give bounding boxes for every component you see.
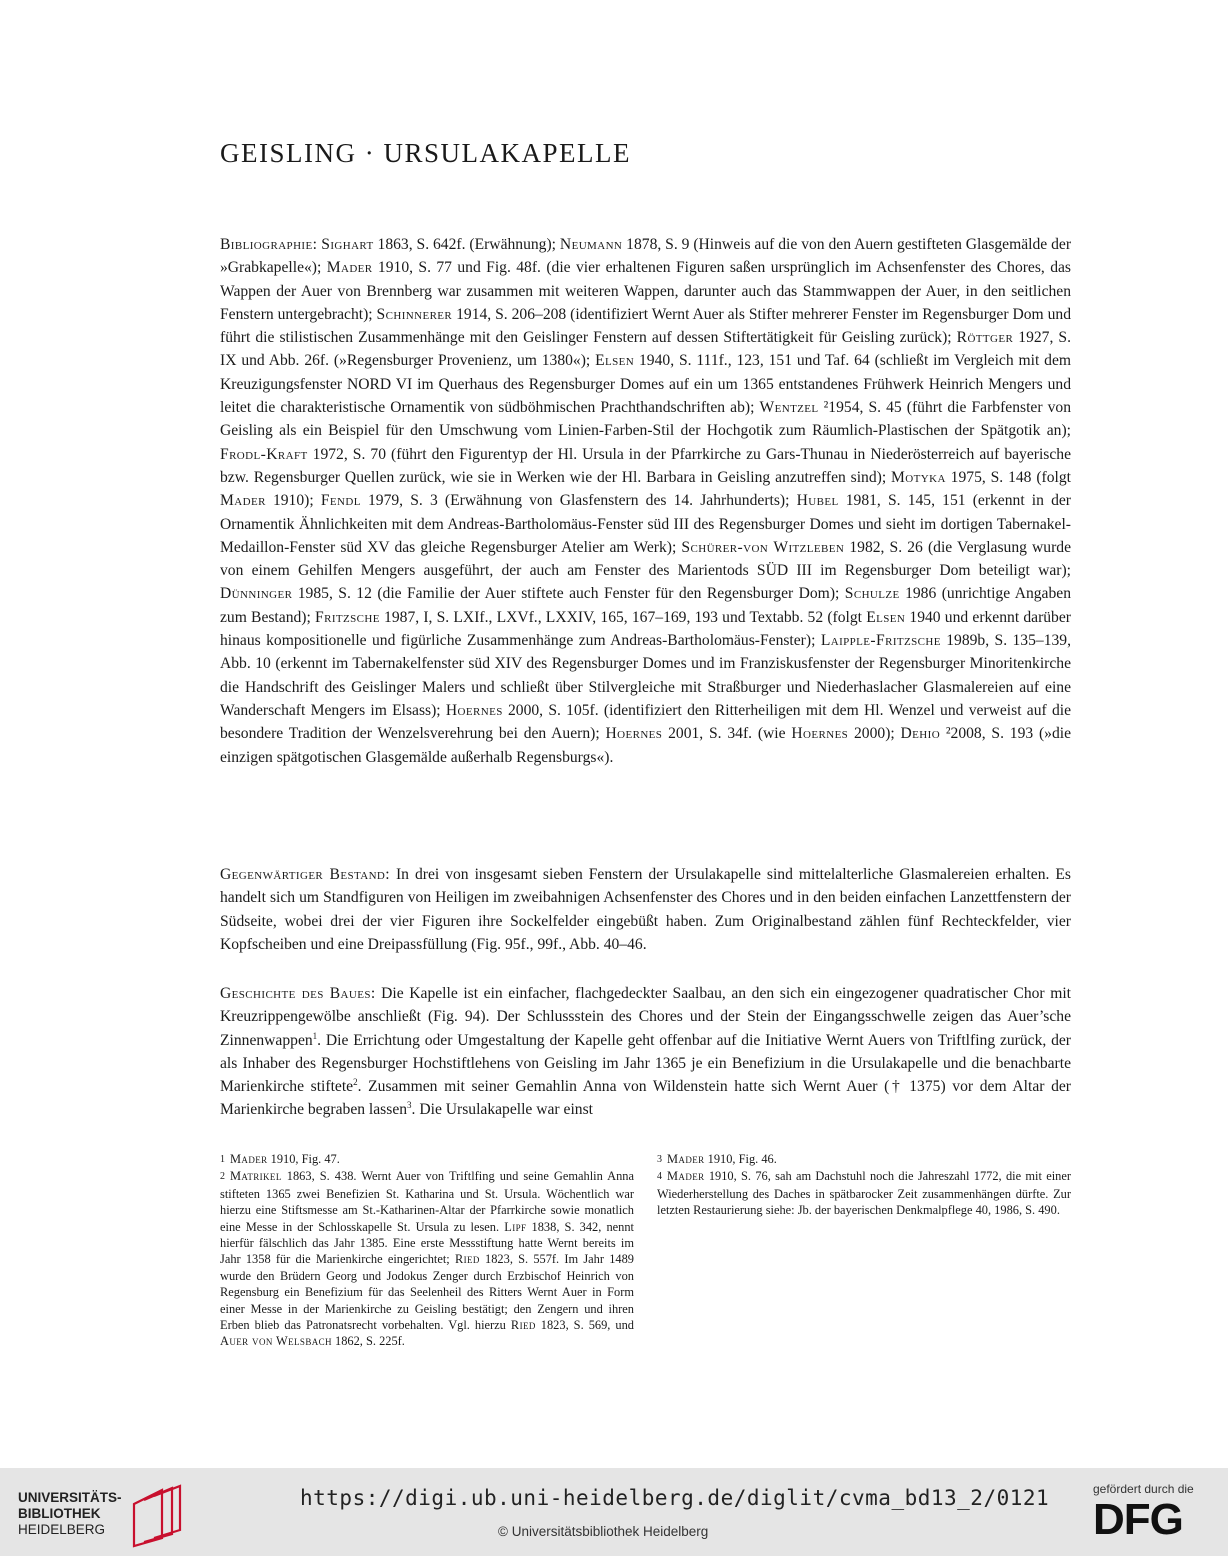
text-run: 1863, S. 438. Wernt Auer von Triftlfing und seine Gemahlin Anna stifteten 1365 zwei Benefizien St. Katharina und St. Ursula. Wöchentlich war hierzu eine Stiftsmesse am St.-Katharinen-Altar der Pfarrkirche sowie monatlich eine Messe in der Schlosskapelle St. Ursula zu lesen. (220, 1169, 634, 1234)
page-title: GEISLING · URSULAKAPELLE (220, 138, 631, 168)
text-run: 1982, S. 26 (die Verglasung wurde von einem Gehilfen Mengers ausgeführt, der auch am Fenster des Marientods SÜD III im Regensburger Dom beteiligt war); (220, 538, 1072, 580)
text-run: 1910, Fig. 47. (267, 1152, 340, 1166)
text-run: ²1954, S. 45 (führt die Farbfenster von Geisling als ein Beispiel für den Umschwung vom Linien-Farben-Stil der Hochgotik zum Räumlich-Plastischen der Spätgotik an); (220, 399, 1071, 440)
footnote-ref[interactable]: 1 (312, 1030, 318, 1041)
author-name: Ried (454, 1252, 480, 1267)
text-run: 1862, S. 225f. (331, 1334, 405, 1349)
author-name: Mader (667, 1169, 705, 1184)
author-name: Schulze (844, 585, 900, 603)
author-name: Laipple-Fritzsche (820, 632, 941, 650)
text-run: 1975, S. 148 (folgt (945, 468, 1071, 486)
author-name: Dünninger (220, 585, 293, 603)
section-heading: Bibliographie: (220, 236, 318, 253)
author-name: Röttger (956, 329, 1014, 347)
author-name: Lipf (504, 1219, 527, 1234)
logo-line: HEIDELBERG (18, 1522, 106, 1537)
text-run: 1910, S. 77 und Fig. 48f. (die vier erhaltenen Figuren saßen ursprünglich im Achsenfenster des Chores, das Wappen der Auer von Brennberg war zusammen mit weiteren Wappen, darunter auch das Stammwappen der Auer, in den seitlichen Fenstern untergebracht); (220, 259, 1071, 323)
text-run: 2001, S. 34f. (wie (662, 725, 792, 743)
footnote-number: 2 (220, 1171, 225, 1183)
bibliography-paragraph (220, 233, 1071, 769)
text-run: 2000, S. 105f. (identifiziert den Ritterheiligen mit dem Hl. Wenzel und verweist auf die besondere Tradition der Wenzelsverehrung bei den Auern); (220, 701, 1071, 743)
text-run: 1940 und erkennt darüber hinaus kompositionelle und figürliche Zusammenhänge zum Andreas-Bartholomäus-Fenster); (220, 608, 1071, 650)
text-run: 1910, S. 76, sah am Dachstuhl noch die Jahreszahl 1772, die mit einer Wiederherstellung des Daches in spätbarocker Zeit zusammenhängen dürfte. Zur letzten Restaurierung siehe: Jb. der bayerischen Denkmalpflege 40, 1986, S. 490. (657, 1169, 1071, 1218)
author-name: Mader (667, 1152, 705, 1166)
author-name: Mader (230, 1152, 268, 1166)
author-name: Hoernes (605, 725, 663, 743)
section-heading: Gegenwärtiger Bestand: (220, 866, 390, 883)
author-name: Mader (220, 492, 266, 510)
section-heading: Geschichte des Baues: (220, 985, 376, 1002)
permalink-url[interactable]: https://digi.ub.uni-heidelberg.de/diglit/cvma_bd13_2/0121 (300, 1486, 1050, 1510)
footnote-number: 1 (220, 1154, 225, 1165)
footnotes (220, 1151, 1071, 1350)
logo-line: BIBLIOTHEK (18, 1506, 101, 1521)
text-run: Die Kapelle ist ein einfacher, flachgedeckter Saalbau, an den sich ein eingezogener quadratischer Chor mit Kreuzrippengewölbe anschließt (Fig. 94). Der Schlussstein des Chores und der Stein der Eingangsschwelle zeigen das Auer’sche Zinnenwappen (220, 985, 1071, 1049)
author-name: Motyka (891, 468, 946, 486)
author-name: Elsen (595, 352, 635, 370)
text-run: 1927, S. IX und Abb. 26f. (»Regensburger Provenienz, um 1380«); (220, 329, 1071, 370)
author-name: Mader (326, 259, 373, 277)
dfg-funding-logo[interactable] (1093, 1482, 1194, 1544)
text-run: 1878, S. 9 (Hinweis auf die von den Auern gestifteten Glasgemälde der »Grabkapelle«); (220, 236, 1072, 277)
author-name: Schürer-von Witzleben (681, 538, 845, 556)
text-run: . Die Errichtung oder Umgestaltung der Kapelle geht offenbar auf die Initiative Wernt Auers von Triftlfing zurück, der als Inhaber des Regensburger Hochstiftlehens von Geisling im Jahr 1365 je ein Benefizium in die Ursulakapelle und die benachbarte Marienkirche stiftete (220, 1031, 1071, 1096)
author-name: Hoernes (445, 701, 503, 719)
text-run: 1910, Fig. 46. (704, 1152, 777, 1166)
logo-line: UNIVERSITÄTS- (18, 1490, 122, 1505)
text-run: 1989b, S. 135–139, Abb. 10 (erkennt im Tabernakelfenster süd XIV des Regensburger Domes und im Franziskusfenster der Regensburger Minoritenkirche die Handschrift des Geislinger Malers und schließt über Stilvergleiche mit Straßburger und Niederhaslacher Glasmalereien auf eine Wanderschaft Mengers im Elsass); (220, 632, 1071, 719)
author-name: Dehio (900, 725, 941, 743)
author-name: Neumann (559, 236, 623, 253)
author-name: Matrikel (230, 1169, 282, 1184)
text-run: 1987, I, S. LXIf., LXVf., LXXIV, 165, 167–169, 193 und Textabb. 52 (folgt (379, 608, 867, 626)
text-run: 1985, S. 12 (die Familie der Auer stiftete auch Fenster für den Regensburger Dom); (292, 585, 845, 603)
text-run: 1863, S. 642f. (Erwähnung); (373, 236, 560, 253)
author-name: Elsen (866, 608, 906, 626)
text-run: 1823, S. 569, und (535, 1318, 634, 1333)
footnote-4 (657, 1168, 1071, 1218)
text-run: ²2008, S. 193 (»die einzigen spätgotischen Glasgemälde außerhalb Regensburgs«). (220, 725, 1072, 766)
text-run: 1940, S. 111f., 123, 151 und Taf. 64 (schließt im Vergleich mit dem Kreuzigungsfenster NORD VI im Querhaus des Regensburger Domes auf ein um 1365 entstandenes Frühwerk Heinrich Mengers und leitet die charakteristische Ornamentik von südböhmischen Prachthandschriften ab); (220, 352, 1072, 417)
text-run: 1914, S. 206–208 (identifiziert Wernt Auer als Stifter mehrerer Fenster im Regensburger Dom und führt die stilistischen Zusammenhänge mit den Geislinger Fenstern auf dessen Stiftertätigkeit für Geisling zurück); (220, 305, 1071, 347)
footnote-number: 4 (657, 1171, 662, 1183)
author-name: Ried (510, 1318, 536, 1333)
text-run: 1979, S. 3 (Erwähnung von Glasfenstern des 14. Jahrhunderts); (360, 492, 797, 510)
author-name: Fritzsche (315, 608, 380, 626)
footnote-number: 3 (657, 1154, 662, 1165)
footnote-1 (220, 1151, 634, 1168)
dfg-logo-text: DFG (1093, 1495, 1183, 1544)
copyright-notice: © Universitätsbibliothek Heidelberg (498, 1524, 709, 1539)
text-run: 1823, S. 557f. Im Jahr 1489 wurde den Brüdern Georg und Jodokus Zenger durch Erzbischof Heinrich von Regensburg ein Benefizium für das Seelenheil des Ritters Wernt Auer in Form einer Messe in der Marienkirche zu Geisling bestätigt; den Zengern und ihren Erben blieb das Patronatsrecht vorbehalten. Vgl. hierzu (220, 1252, 634, 1333)
footnotes-column-right (657, 1151, 1071, 1350)
footnote-2 (220, 1168, 634, 1349)
text-run: 1981, S. 145, 151 (erkennt in der Ornamentik Ähnlichkeiten mit dem Andreas-Bartholomäus-Fenster süd III des Regensburger Domes und sieht im dortigen Tabernakel-Medaillon-Fenster süd XV das gleiche Regensburger Atelier am Werk); (220, 492, 1072, 556)
author-name: Schinnerer (376, 305, 453, 323)
text-run: 1986 (unrichtige Angaben zum Bestand); (220, 585, 1071, 626)
footnote-ref[interactable]: 2 (353, 1077, 358, 1087)
logo-text (18, 1490, 122, 1538)
text-run: 1910); (265, 492, 321, 510)
footnote-3 (657, 1151, 1071, 1168)
author-name: Wentzel (759, 399, 819, 417)
author-name: Frodl-Kraft (220, 445, 308, 463)
text-run: . Zusammen mit seiner Gemahlin Anna von Wildenstein hatte sich Wernt Auer († 1375) vor dem Altar der Marienkirche begraben lassen (220, 1078, 1071, 1119)
text-run: 1838, S. 342, nennt hierfür fälschlich das Jahr 1385. Eine erste Messstiftung hatte Wernt bereits im Jahr 1358 für die Marienkirche eingerichtet; (220, 1219, 634, 1267)
university-library-logo[interactable] (18, 1488, 178, 1542)
footnote-ref[interactable]: 3 (407, 1100, 412, 1111)
text-run: In drei von insgesamt sieben Fenstern der Ursulakapelle sind mittelalterliche Glasmalereien erhalten. Es handelt sich um Standfiguren von Heiligen im zweibahnigen Achsenfenster des Chores und in den beiden einfachen Lanzettfenstern der Südseite, wobei drei der vier Figuren ihre Sockelfelder eingebüßt haben. Zum Originalbestand zählen fünf Rechteckfelder, vier Kopfscheiben und eine Dreipassfüllung (Fig. 95f., 99f., Abb. 40–46. (220, 866, 1071, 953)
text-run: 2000); (848, 725, 901, 743)
author-name: Fendl (320, 492, 361, 510)
footnotes-column-left (220, 1151, 634, 1350)
text-run: . Die Ursulakapelle war einst (411, 1101, 593, 1119)
author-name: Sighart (321, 236, 374, 253)
text-run: 1972, S. 70 (führt den Figurentyp der Hl. Ursula in der Pfarrkirche zu Gars-Thunau in Niederösterreich auf bayerische bzw. Regensburger Quellen zurück, wie sie in Werken wie der Hl. Barbara in Geisling anzutreffen sind); (220, 445, 1071, 486)
baugeschichte-paragraph (220, 982, 1071, 1122)
author-name: Hoernes (791, 725, 849, 743)
viewer-footer (0, 1468, 1228, 1556)
dfg-caption: gefördert durch die (1093, 1482, 1194, 1496)
library-mark-icon (126, 1482, 184, 1548)
bestand-paragraph (220, 863, 1071, 956)
author-name: Auer von Welsbach (220, 1334, 332, 1349)
author-name: Hubel (796, 492, 839, 510)
